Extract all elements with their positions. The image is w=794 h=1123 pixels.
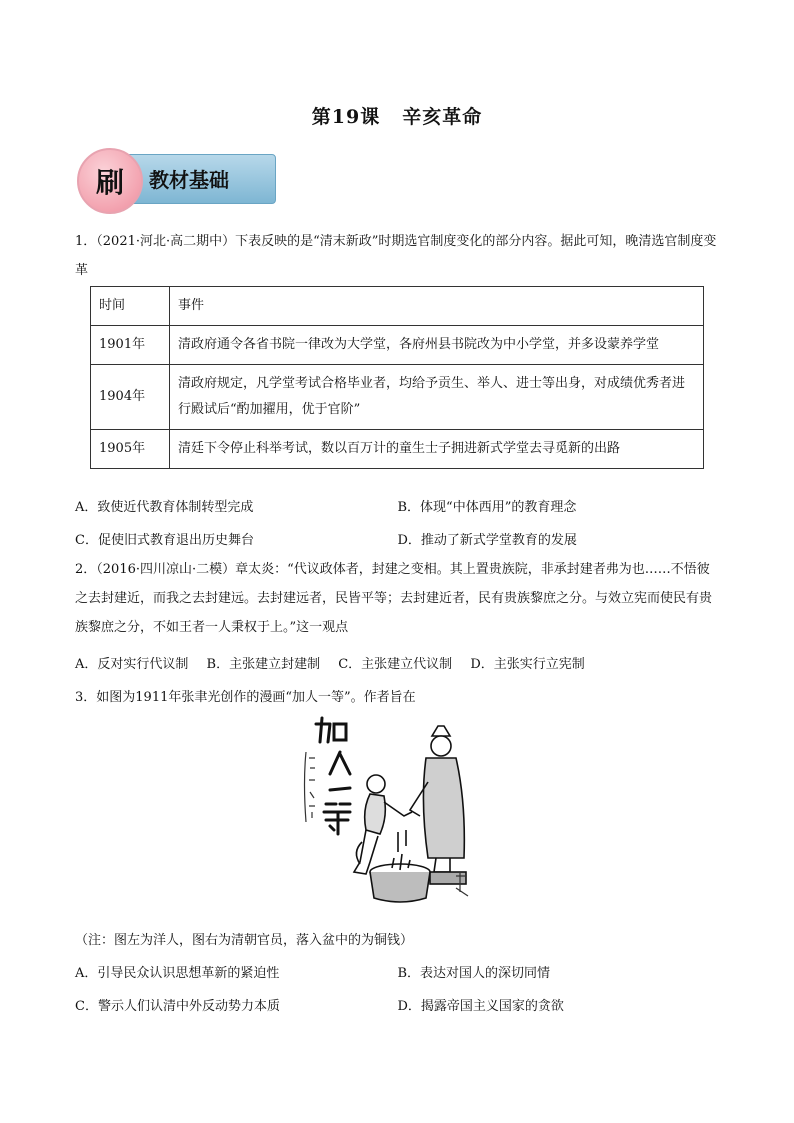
table-cell-event: 清政府通令各省书院一律改为大学堂，各府州县书院改为中小学堂，并多设蒙养学堂 bbox=[170, 326, 704, 365]
option-d[interactable]: D．揭露帝国主义国家的贪欲 bbox=[397, 999, 564, 1014]
option-d[interactable]: D．推动了新式学堂教育的发展 bbox=[397, 533, 577, 548]
question-3 bbox=[75, 683, 720, 712]
question-3-note: （注：图左为洋人，图右为清朝官员，落入盆中的为铜钱） bbox=[75, 933, 414, 948]
option-b[interactable]: B．表达对国人的深切同情 bbox=[397, 966, 551, 981]
question-1-table bbox=[90, 286, 704, 469]
section-label: 教材基础 bbox=[149, 168, 229, 192]
option-a[interactable]: A．引导民众认识思想革新的紧迫性 bbox=[75, 966, 280, 981]
cartoon-right-figure bbox=[410, 726, 466, 884]
table-header-row bbox=[91, 287, 704, 326]
table-row bbox=[91, 430, 704, 469]
option-a[interactable]: A．致使近代教育体制转型完成 bbox=[75, 500, 254, 515]
lesson-title bbox=[0, 102, 794, 129]
lesson-number: 第19课 bbox=[311, 106, 381, 128]
question-2-stem: 2．（2016·四川凉山·二模）章太炎：“代议政体者，封建之变相。其上置贵族院，非承封建者弗为也……不悟彼之去封建近，而我之去封建远。去封建远者，民皆平等；去封建近者，民有贵族黎庶之分。与效立宪而使民有贵族黎庶之分，不如王者一人秉权于上。”这一观点 bbox=[75, 562, 713, 635]
question-1 bbox=[75, 227, 720, 285]
table-cell-year: 1905年 bbox=[91, 430, 170, 469]
table-row bbox=[91, 326, 704, 365]
question-1-options bbox=[75, 489, 720, 555]
cartoon-left-figure bbox=[354, 775, 412, 874]
option-c[interactable]: C．警示人们认清中外反动势力本质 bbox=[75, 999, 280, 1014]
cartoon-title-lettering bbox=[316, 718, 350, 834]
table-row bbox=[91, 365, 704, 430]
option-b[interactable]: B．主张建立封建制 bbox=[206, 657, 321, 672]
section-banner bbox=[77, 148, 277, 212]
section-badge: 刷 bbox=[77, 148, 143, 214]
cartoon-image bbox=[300, 712, 472, 908]
table-cell-year: 1904年 bbox=[91, 365, 170, 430]
question-2 bbox=[75, 555, 720, 642]
option-b[interactable]: B．体现“中体西用”的教育理念 bbox=[397, 500, 577, 515]
option-d[interactable]: D．主张实行立宪制 bbox=[470, 657, 585, 672]
question-1-stem: 1．（2021·河北·高二期中）下表反映的是“清末新政”时期选官制度变化的部分内容。据此可知，晚清选官制度变革 bbox=[75, 234, 717, 278]
question-2-options bbox=[75, 653, 599, 672]
option-c[interactable]: C．主张建立代议制 bbox=[338, 657, 453, 672]
cartoon-subtitle-lettering bbox=[305, 752, 316, 822]
cartoon-basin bbox=[370, 830, 430, 902]
table-cell-event: 清政府规定，凡学堂考试合格毕业者，均给予贡生、举人、进士等出身，对成绩优秀者进行殿试后“酌加擢用，优于官阶” bbox=[170, 365, 704, 430]
table-cell-year: 1901年 bbox=[91, 326, 170, 365]
table-header-cell: 事件 bbox=[170, 287, 704, 326]
option-c[interactable]: C．促使旧式教育退出历史舞台 bbox=[75, 533, 254, 548]
option-a[interactable]: A．反对实行代议制 bbox=[75, 657, 189, 672]
table-cell-event: 清廷下令停止科举考试，数以百万计的童生士子拥进新式学堂去寻觅新的出路 bbox=[170, 430, 704, 469]
question-3-options bbox=[75, 955, 720, 1021]
question-3-stem: 3．如图为1911年张聿光创作的漫画“加人一等”。作者旨在 bbox=[75, 690, 416, 705]
table-header-cell: 时间 bbox=[91, 287, 170, 326]
lesson-name: 辛亥革命 bbox=[402, 106, 483, 128]
